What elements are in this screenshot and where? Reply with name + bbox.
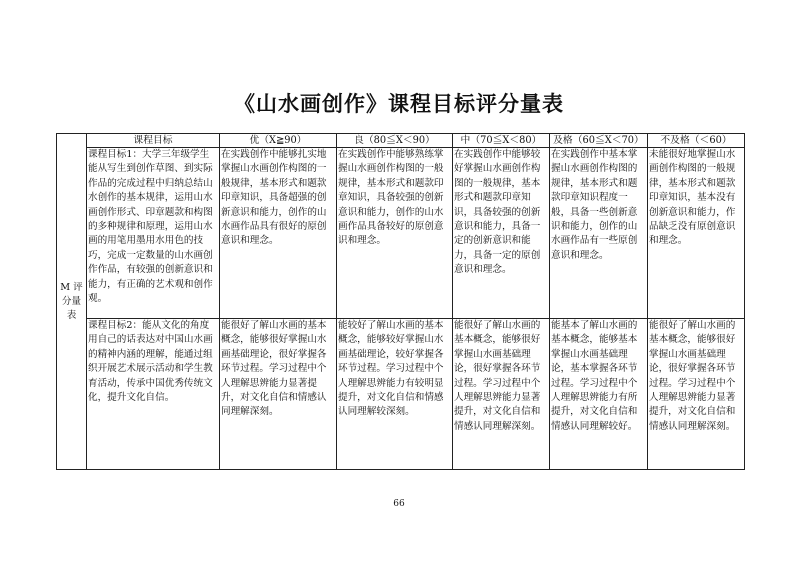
side-label — [57, 134, 87, 470]
header-cell-fail: 不及格（＜60） — [648, 134, 745, 148]
table-row — [57, 319, 745, 470]
criteria-cell: 在实践创作中能够熟练掌握山水画创作构图的一般规律，基本形式和题款印章知识，具备较强的创新意识和能力，创作的山水画作品具备较好的原创意识和理念。 — [337, 148, 453, 319]
table-row — [57, 148, 745, 319]
header-cell-medium: 中（70≦X＜80） — [453, 134, 550, 148]
rubric-table — [56, 133, 745, 470]
header-cell-pass: 及格（60≦X＜70） — [550, 134, 648, 148]
criteria-cell: 能很好了解山水画的基本概念，能够很好掌握山水画基础理论，很好掌握各环节过程。学习过程中个人理解思辨能力显著提升，对文化自信和情感认同理解深刻。 — [453, 319, 550, 470]
criteria-cell: 能很好了解山水画的基本概念，能够很好掌握山水画基础理论，很好掌握各环节过程。学习过程中个人理解思辨能力显著提升，对文化自信和情感认同理解深刻。 — [648, 319, 745, 470]
criteria-cell: 在实践创作中能够扎实地掌握山水画创作构图的一般规律，基本形式和题款印章知识，具备超强的创新意识和能力，创作的山水画作品具有很好的原创意识和理念。 — [220, 148, 337, 319]
header-cell-good: 良（80≦X＜90） — [337, 134, 453, 148]
criteria-cell: 未能很好地掌握山水画创作构图的一般规律，基本形式和题款印章知识，基本没有创新意识和能力，作品缺乏没有原创意识和理念。 — [648, 148, 745, 319]
criteria-cell: 能较好了解山水画的基本概念，能够较好掌握山水画基础理论，较好掌握各环节过程。学习过程中个人理解思辨能力有较明显提升，对文化自信和情感认同理解较深刻。 — [337, 319, 453, 470]
criteria-cell: 能基本了解山水画的基本概念，能够基本掌握山水画基础理论，基本掌握各环节过程。学习过程中个人理解思辨能力有所提升，对文化自信和情感认同理解较好。 — [550, 319, 648, 470]
header-cell-excellent: 优（X≧90） — [220, 134, 337, 148]
criteria-cell: 在实践创作中能够较好掌握山水画创作构图的一般规律，基本形式和题款印章知识，具备较强的创新意识和能力，具备一定的创新意识和能力，具备一定的原创意识和理念。 — [453, 148, 550, 319]
criteria-cell: 能很好了解山水画的基本概念，能够很好掌握山水画基础理论，很好掌握各环节过程。学习过程中个人理解思辨能力显著提升，对文化自信和情感认同理解深刻。 — [220, 319, 337, 470]
page-title: 《山水画创作》课程目标评分量表 — [234, 91, 564, 116]
side-label-text: M 评分量表 — [60, 281, 83, 321]
goal-cell: 课程目标1：大学三年级学生能从写生到创作草图、到实际作品的完成过程中归纳总结山水创作的基本规律，运用山水画创作形式、印章题款和构图的多种规律和原理，运用山水画的用笔用墨用水用色的技巧，完成一定数量的山水画创作作品，有较强的创新意识和能力，有正确的艺术观和创作观。 — [87, 148, 220, 319]
header-cell-goal: 课程目标 — [87, 134, 220, 148]
goal-cell: 课程目标2：能从文化的角度用自己的话表达对中国山水画的精神内涵的理解，能通过组织开展艺术展示活动和学生教育活动，传承中国优秀传统文化，提升文化自信。 — [87, 319, 220, 470]
criteria-cell: 在实践创作中基本掌握山水画创作构图的规律，基本形式和题款印章知识程度一般，具备一些创新意识和能力，创作的山水画作品有一些原创意识和理念。 — [550, 148, 648, 319]
page-number: 66 — [393, 499, 405, 509]
header-row — [57, 134, 745, 148]
